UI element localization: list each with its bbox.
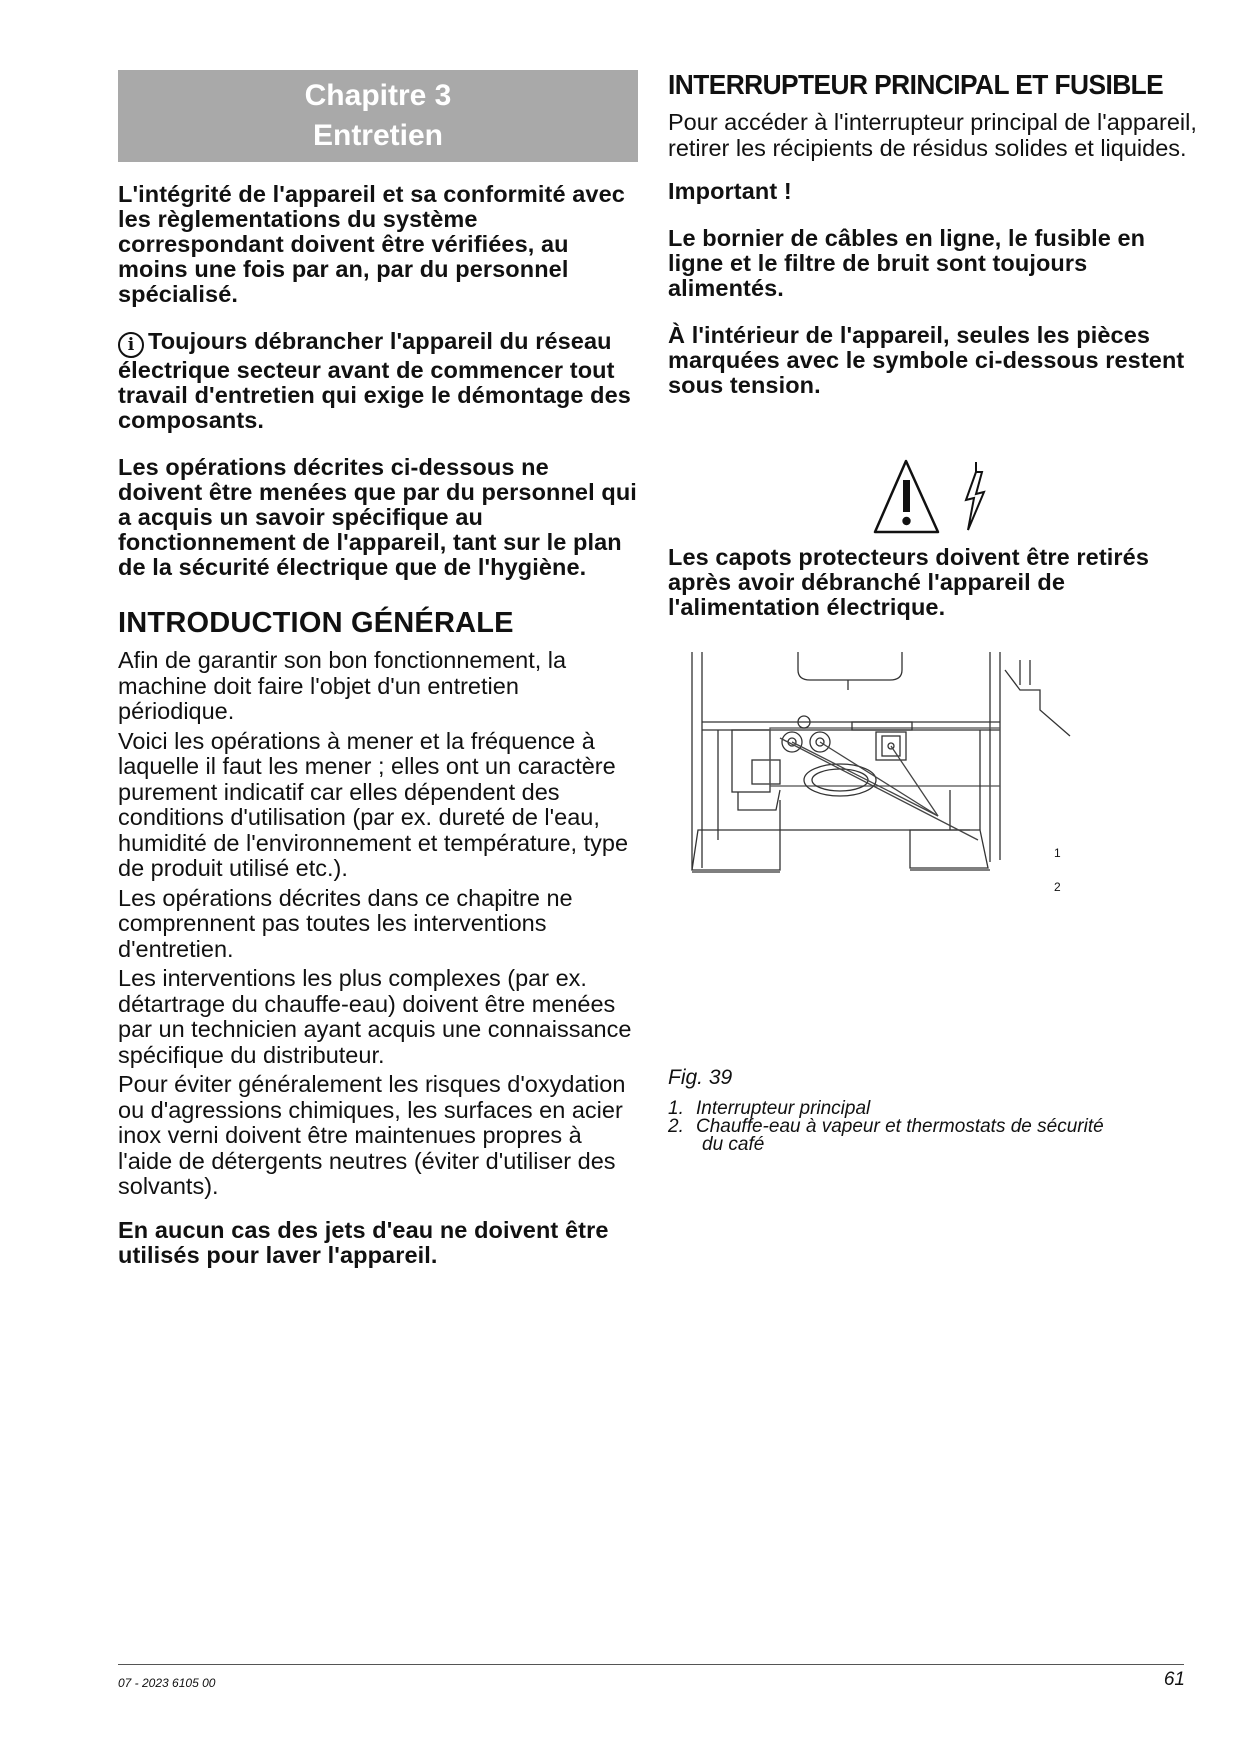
warning-triangle-icon — [872, 458, 992, 538]
important-label: Important ! — [668, 178, 792, 204]
protective-covers-notice: Les capots protecteurs doivent être retirés après avoir débranché l'appareil de l'alimentation électrique. — [668, 544, 1149, 620]
chapter-header — [118, 70, 638, 162]
always-powered-notice: Le bornier de câbles en ligne, le fusible en ligne et le filtre de bruit sont toujours alimentés. — [668, 225, 1146, 301]
intro-paragraph-1: Afin de garantir son bon fonctionnement, la machine doit faire l'objet d'un entretien périodique. — [118, 647, 567, 724]
callout-1: 1 — [1054, 846, 1061, 860]
section-title-switch-fuse: INTERRUPTEUR PRINCIPAL ET FUSIBLE — [668, 69, 1164, 100]
disconnect-warning-text: Toujours débrancher l'appareil du réseau électrique secteur avant de commencer tout travail d'entretien qui exige le démontage des composants. — [118, 328, 631, 433]
legend-item: 2. Chauffe-eau à vapeur et thermostats de sécurité — [668, 1116, 1104, 1137]
chapter-number: Chapitre 3 — [304, 79, 452, 112]
disconnect-warning — [118, 329, 638, 433]
footer-divider — [118, 1664, 1184, 1665]
info-icon: i — [118, 332, 144, 358]
legend-item: 1. Interrupteur principal — [668, 1098, 871, 1119]
legend-item-continuation: du café — [702, 1134, 765, 1155]
qualified-personnel-notice: Les opérations décrites ci-dessous ne doivent être menées que par du personnel qui a acquis un savoir spécifique au fonctionnement de l'appareil, tant sur le plan de la sécurité électrique que de l'hygiène. — [118, 454, 637, 580]
water-jet-warning: En aucun cas des jets d'eau ne doivent être utilisés pour laver l'appareil. — [118, 1216, 609, 1268]
chapter-title: Entretien — [312, 119, 444, 152]
intro-paragraph-5: Pour éviter généralement les risques d'oxydation ou d'agressions chimiques, les surfaces en acier inox verni doivent être maintenues propres à l'aide de détergents neutres (éviter d'utiliser des solvants). — [118, 1071, 626, 1199]
intro-paragraph-4: Les interventions les plus complexes (par ex. détartrage du chauffe-eau) doivent être menées par un technicien ayant acquis une connaissance spécifique du distributeur. — [118, 965, 632, 1068]
callout-2: 2 — [1054, 880, 1061, 894]
figure-caption: Fig. 39 — [668, 1066, 733, 1089]
right-column — [668, 68, 1198, 398]
left-column — [118, 70, 638, 1268]
section-title-introduction: INTRODUCTION GÉNÉRALE — [118, 607, 514, 639]
figure-legend — [668, 1100, 1208, 1154]
intro-notice: L'intégrité de l'appareil et sa conformité avec les règlementations du système correspondant doivent être vérifiées, au moins une fois par an, par du personnel spécialisé. — [118, 181, 625, 307]
live-parts-notice: À l'intérieur de l'appareil, seules les pièces marquées avec le symbole ci-dessous restent sous tension. — [668, 322, 1185, 398]
intro-paragraph-2: Voici les opérations à mener et la fréquence à laquelle il faut les mener ; elles ont un caractère purement indicatif car elles dépendent des conditions d'utilisation (par ex. dureté de l'eau, humidité de l'environnement et température, type de produit utilisé etc.). — [118, 727, 629, 881]
access-paragraph: Pour accéder à l'interrupteur principal de l'appareil, retirer les récipients de résidus solides et liquides. — [668, 109, 1197, 161]
page-number: 61 — [1163, 1669, 1185, 1690]
lightning-bolt-icon — [966, 462, 984, 530]
figure-39-illustration — [680, 650, 1080, 930]
footer-document-code: 07 - 2023 6105 00 — [118, 1676, 216, 1690]
electrical-warning-symbols — [872, 458, 992, 538]
intro-paragraph-3: Les opérations décrites dans ce chapitre ne comprennent pas toutes les interventions d'entretien. — [118, 884, 573, 962]
